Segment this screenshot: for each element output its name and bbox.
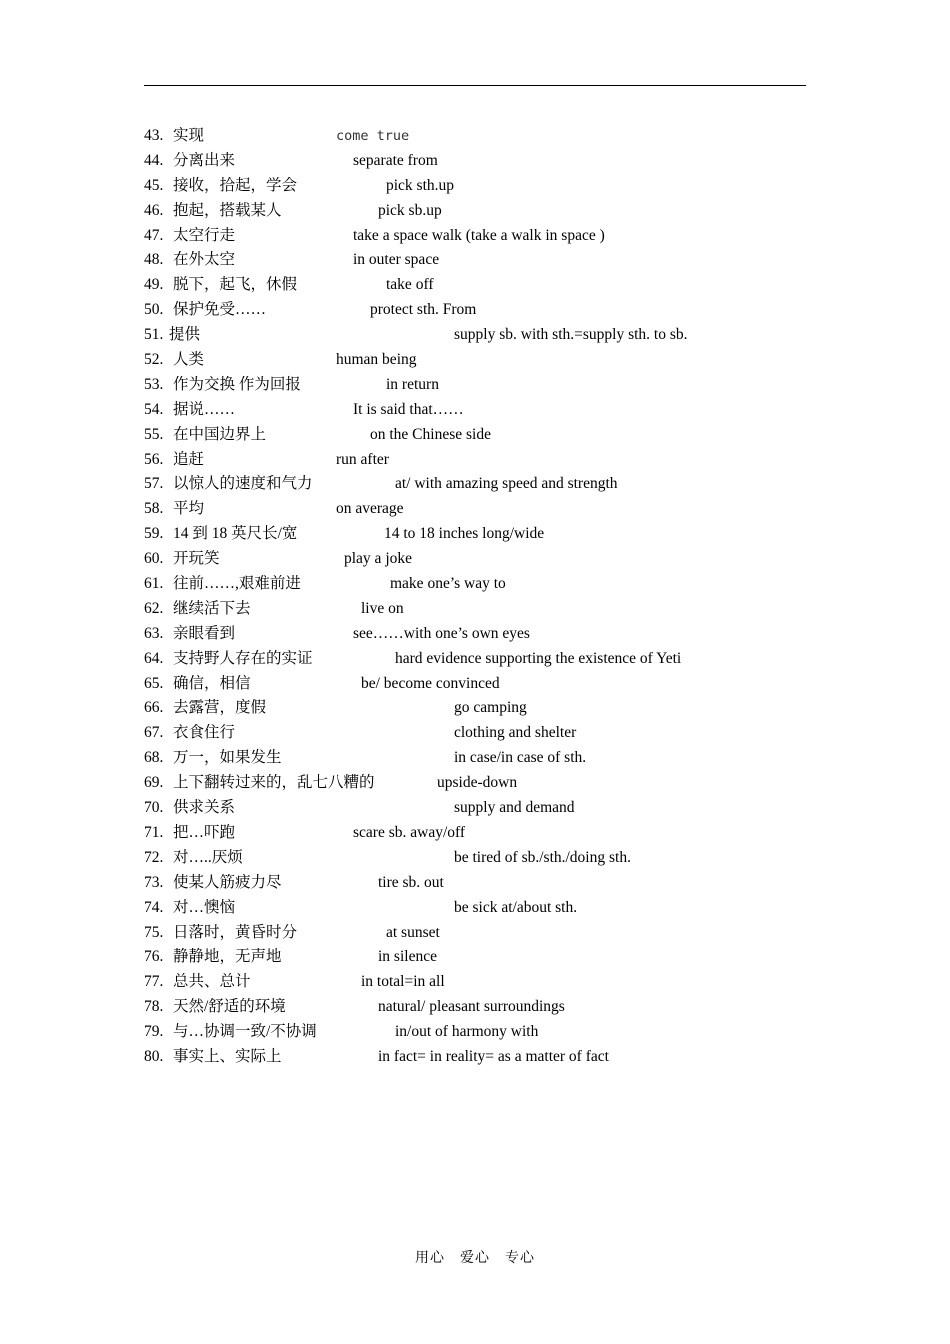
entry-english: take a space walk (take a walk in space ) (353, 226, 605, 244)
vocabulary-list (0, 124, 950, 1070)
entry-chinese: 静静地，无声地 (173, 948, 282, 966)
vocab-entry (0, 945, 950, 970)
vocab-entry (0, 771, 950, 796)
entry-english: take off (386, 276, 434, 294)
vocab-entry (0, 423, 950, 448)
entry-english: run after (336, 450, 389, 468)
vocab-entry (0, 746, 950, 771)
entry-chinese: 总共、总计 (173, 973, 251, 991)
entry-number: 43. (144, 127, 164, 144)
entry-number: 56. (144, 450, 164, 468)
entry-chinese: 日落时，黄昏时分 (173, 923, 298, 941)
vocab-entry (0, 224, 950, 249)
entry-number: 48. (144, 251, 164, 269)
entry-english: in outer space (353, 251, 440, 269)
entry-number: 68. (144, 749, 164, 767)
entry-english: clothing and shelter (454, 724, 577, 742)
entry-number: 80. (144, 1047, 164, 1065)
vocab-entry (0, 597, 950, 622)
vocab-entry (0, 497, 950, 522)
entry-english: at/ with amazing speed and strength (395, 475, 618, 493)
entry-number: 64. (144, 649, 164, 667)
entry-number: 61. (144, 575, 164, 593)
vocab-entry (0, 199, 950, 224)
entry-english: human being (336, 351, 417, 369)
entry-number: 73. (144, 873, 164, 891)
entry-english: in return (386, 375, 439, 393)
entry-chinese: 对…..厌烦 (173, 848, 243, 866)
entry-chinese: 万一，如果发生 (173, 749, 282, 767)
entry-chinese: 作为交换 作为回报 (173, 375, 301, 393)
entry-chinese: 事实上、实际上 (173, 1047, 282, 1065)
vocab-entry (0, 248, 950, 273)
entry-english: pick sth.up (386, 176, 455, 194)
entry-chinese: 太空行走 (173, 226, 236, 244)
entry-english: go camping (454, 699, 527, 717)
vocab-entry (0, 622, 950, 647)
entry-english: pick sb.up (378, 201, 442, 219)
vocab-entry (0, 323, 950, 348)
entry-chinese: 保护免受…… (173, 301, 267, 319)
entry-chinese: 分离出来 (173, 151, 236, 169)
entry-number: 59. (144, 525, 164, 543)
entry-chinese: 提供 (169, 326, 201, 344)
entry-number: 58. (144, 500, 164, 518)
entry-chinese: 在外太空 (173, 251, 236, 269)
entry-english: on the Chinese side (370, 425, 491, 443)
vocab-entry (0, 721, 950, 746)
vocab-entry (0, 871, 950, 896)
entry-chinese: 抱起，搭载某人 (173, 201, 282, 219)
entry-english: It is said that…… (353, 400, 464, 418)
entry-chinese: 接收，拾起，学会 (173, 176, 298, 194)
entry-english: come true (336, 128, 410, 144)
entry-chinese: 脱下，起飞，休假 (173, 276, 298, 294)
entry-english: in case/in case of sth. (454, 749, 587, 767)
vocab-entry (0, 995, 950, 1020)
entry-chinese: 以惊人的速度和气力 (173, 475, 313, 493)
entry-english: be/ become convinced (361, 674, 500, 692)
entry-number: 51. (144, 326, 164, 344)
entry-chinese: 确信，相信 (173, 674, 251, 692)
entry-number: 49. (144, 276, 164, 294)
entry-english: see……with one’s own eyes (353, 624, 530, 642)
vocab-entry (0, 398, 950, 423)
entry-english: 14 to 18 inches long/wide (384, 525, 545, 543)
vocab-entry (0, 448, 950, 473)
entry-english: on average (336, 500, 404, 518)
vocab-entry (0, 522, 950, 547)
entry-english: at sunset (386, 923, 440, 941)
vocab-entry (0, 821, 950, 846)
entry-english: upside-down (437, 774, 518, 792)
vocab-entry (0, 174, 950, 199)
entry-number: 62. (144, 599, 164, 617)
entry-english: hard evidence supporting the existence of Yeti (395, 649, 682, 667)
entry-english: in total=in all (361, 973, 445, 991)
vocab-entry (0, 672, 950, 697)
vocab-entry (0, 472, 950, 497)
entry-number: 50. (144, 301, 164, 319)
vocab-entry (0, 970, 950, 995)
entry-number: 54. (144, 400, 164, 418)
entry-chinese: 14 到 18 英尺长/宽 (173, 525, 298, 543)
page-footer: 用心 爱心 专心 (415, 1251, 535, 1266)
entry-chinese: 对…懊恼 (173, 898, 236, 916)
vocab-entry (0, 796, 950, 821)
entry-number: 66. (144, 699, 164, 717)
entry-chinese: 把…吓跑 (173, 823, 236, 841)
entry-chinese: 支持野人存在的实证 (173, 649, 313, 667)
entry-number: 63. (144, 624, 164, 642)
entry-number: 71. (144, 823, 164, 841)
entry-number: 76. (144, 948, 164, 966)
entry-chinese: 人类 (173, 351, 205, 369)
entry-english: protect sth. From (370, 301, 477, 319)
entry-chinese: 在中国边界上 (173, 425, 267, 443)
entry-chinese: 继续活下去 (173, 599, 251, 617)
entry-number: 57. (144, 475, 164, 493)
entry-chinese: 供求关系 (173, 799, 236, 817)
entry-number: 74. (144, 898, 164, 916)
entry-number: 79. (144, 1023, 164, 1041)
entry-english: supply sb. with sth.=supply sth. to sb. (454, 326, 688, 344)
entry-number: 77. (144, 973, 164, 991)
entry-english: be sick at/about sth. (454, 898, 578, 916)
entry-number: 52. (144, 351, 164, 369)
entry-english: be tired of sb./sth./doing sth. (454, 848, 631, 866)
vocab-entry (0, 572, 950, 597)
vocab-entry (0, 149, 950, 174)
entry-english: tire sb. out (378, 873, 444, 891)
entry-chinese: 衣食住行 (173, 724, 236, 742)
entry-number: 60. (144, 550, 164, 568)
vocab-entry (0, 273, 950, 298)
entry-english: in silence (378, 948, 437, 966)
entry-chinese: 据说…… (173, 400, 236, 418)
entry-chinese: 往前……,艰难前进 (173, 575, 301, 593)
entry-chinese: 去露营，度假 (173, 699, 267, 717)
entry-chinese: 上下翻转过来的，乱七八糟的 (173, 774, 375, 792)
vocab-entry (0, 547, 950, 572)
entry-number: 72. (144, 848, 164, 866)
entry-english: supply and demand (454, 799, 575, 817)
entry-number: 67. (144, 724, 164, 742)
vocab-entry (0, 348, 950, 373)
vocab-entry (0, 696, 950, 721)
vocab-entry (0, 896, 950, 921)
entry-number: 55. (144, 425, 164, 443)
entry-number: 53. (144, 375, 164, 393)
vocab-entry (0, 373, 950, 398)
vocab-entry (0, 921, 950, 946)
entry-number: 78. (144, 998, 164, 1016)
entry-number: 70. (144, 799, 164, 817)
entry-number: 47. (144, 226, 164, 244)
entry-chinese: 使某人筋疲力尽 (173, 873, 282, 891)
entry-english: scare sb. away/off (353, 823, 466, 841)
entry-number: 65. (144, 674, 164, 692)
entry-chinese: 开玩笑 (173, 550, 220, 568)
entry-english: live on (361, 599, 404, 617)
entry-chinese: 实现 (173, 127, 205, 144)
entry-chinese: 亲眼看到 (173, 624, 236, 642)
entry-number: 75. (144, 923, 164, 941)
entry-english: make one’s way to (390, 575, 506, 593)
entry-english: in fact= in reality= as a matter of fact (378, 1047, 609, 1065)
entry-chinese: 天然/舒适的环境 (173, 998, 286, 1016)
entry-number: 45. (144, 176, 164, 194)
vocab-entry (0, 124, 950, 149)
entry-chinese: 追赶 (173, 450, 205, 468)
header-rule (144, 85, 806, 86)
vocab-entry (0, 1045, 950, 1070)
entry-english: play a joke (344, 550, 413, 568)
vocab-entry (0, 298, 950, 323)
entry-number: 69. (144, 774, 164, 792)
entry-english: in/out of harmony with (395, 1023, 539, 1041)
entry-english: separate from (353, 151, 438, 169)
entry-english: natural/ pleasant surroundings (378, 998, 565, 1016)
entry-chinese: 与…协调一致/不协调 (173, 1023, 317, 1041)
entry-chinese: 平均 (173, 500, 205, 518)
entry-number: 44. (144, 151, 164, 169)
vocab-entry (0, 846, 950, 871)
vocab-entry (0, 647, 950, 672)
vocab-entry (0, 1020, 950, 1045)
entry-number: 46. (144, 201, 164, 219)
